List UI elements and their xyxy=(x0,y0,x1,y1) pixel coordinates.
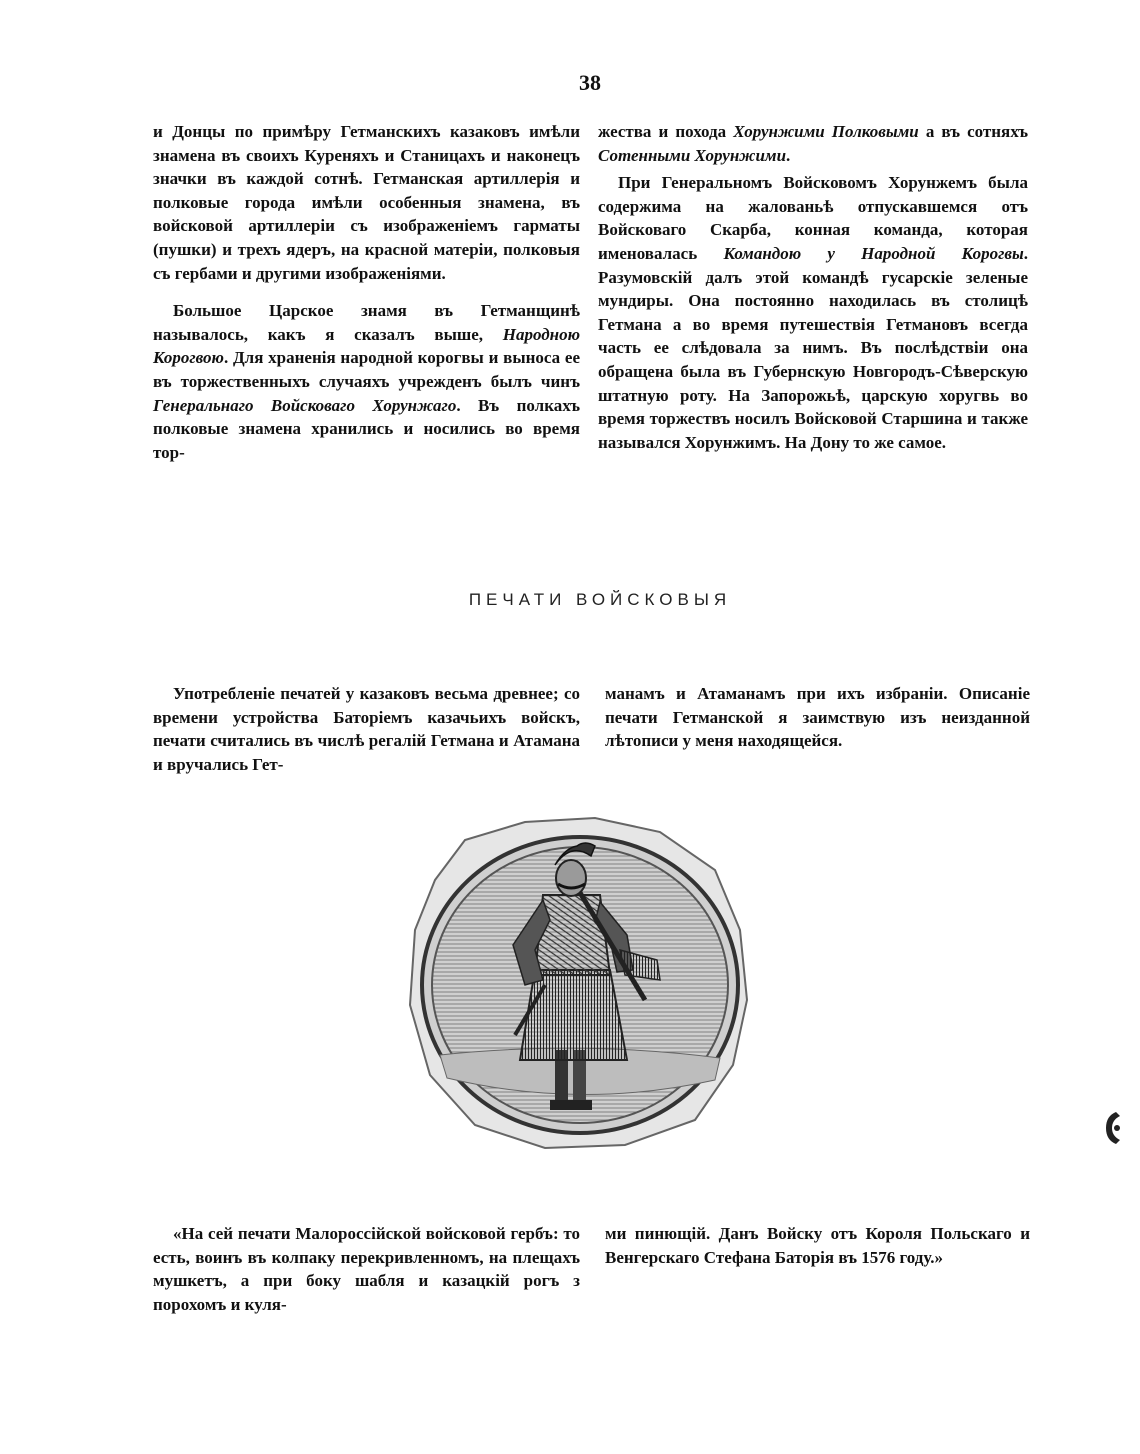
section-heading: ПЕЧАТИ ВОЙСКОВЫЯ xyxy=(468,590,732,609)
section1-left-column xyxy=(153,120,580,464)
figure-head xyxy=(556,860,586,896)
section3-left-column xyxy=(153,1222,580,1316)
section1-right-column xyxy=(598,120,1028,454)
page-number: 38 xyxy=(579,70,601,95)
paragraph-seal-quote-continued: ми пинющій. Данъ Войску отъ Короля Польскаго и Венгерскаго Стефана Баторія въ 1576 году.» xyxy=(605,1224,1030,1267)
paragraph-seals-intro: Употребленіе печатей у казаковъ весьма древнее; со времени устройства Баторіемъ казачьихъ войскъ, печати считались въ числѣ регалій Гетмана и Атамана и вручались Гет- xyxy=(153,684,580,774)
section2-left-column xyxy=(153,682,580,776)
text-run: При Генеральномъ Войсковомъ Хорунжемъ была содержима на жалованьѣ отпускавшемся отъ Войсковаго Скарба, конная команда, которая именовалась xyxy=(598,173,1028,263)
paragraph-banner-command xyxy=(598,171,1028,454)
text-run: . Въ полкахъ полковые знамена хранились и носились во время тор- xyxy=(153,395,580,462)
cossack-seal-illustration xyxy=(395,810,755,1150)
figure-boots xyxy=(550,1100,592,1110)
text-run: . xyxy=(786,145,791,165)
section3-right-column xyxy=(605,1222,1030,1269)
italic-term: Хорунжими Полковыми xyxy=(733,122,919,141)
text-run: жества и похода xyxy=(598,122,734,141)
text-run: . Для храненія народной корогвы и выноса ее въ торжественныхъ случаяхъ учрежденъ былъ чинъ xyxy=(153,348,580,391)
margin-stamp-mark xyxy=(1102,1110,1124,1146)
paragraph-tsar-banner xyxy=(153,299,580,464)
paragraph-flags-regiments: и Донцы по примѣру Гетманскихъ казаковъ имѣли знамена въ своихъ Куреняхъ и Станицахъ и наконецъ значки въ каждой сотнѣ. Гетманская артиллерія и полковые города имѣли особенныя знамена, въ войсковой артиллеріи съ изображеніемъ гарматы (пушки) и трехъ ядеръ, на красной матеріи, полковыя съ гербами и другими изображеніями. xyxy=(153,122,580,283)
text-run: Большое Царское знамя въ Гетманщинѣ называлось, какъ я сказалъ выше, xyxy=(153,301,580,344)
paragraph-continuation xyxy=(598,120,1028,167)
italic-term: Народною Корогвою xyxy=(153,324,580,368)
paragraph-seal-quote: «На сей печати Малороссійской войсковой гербъ: то есть, воинъ въ колпаку перекривленномъ, на плещахъ мушкетъ, а при боку шабля и казацкій рогъ з порохомъ и куля- xyxy=(153,1224,580,1314)
paragraph-seals-continued: манамъ и Атаманамъ при ихъ избраніи. Описаніе печати Гетманской я заимствую изъ неизданной лѣтописи у меня находящейся. xyxy=(605,684,1030,751)
italic-term: Сотенными Хорунжими xyxy=(598,145,787,165)
figure-coat-skirt xyxy=(520,970,627,1060)
text-run: . Разумовскій далъ этой командѣ гусарскіе зеленые мундиры. Она постоянно находилась въ столицѣ Гетмана а во время путешествія Гетмановъ всегда часть ее слѣдовала за нимъ. Въ послѣдствіи она обращена была въ Губернскую Новгородъ-Сѣверскую штатную роту. На Запорожьѣ, царскую хоругвь во время торжествъ носилъ Войсковой Старшина и также назывался Хорунжимъ. На Дону то же самое. xyxy=(598,243,1028,452)
italic-term: Командою у Народной Корогвы xyxy=(723,243,1024,263)
text-run: а въ сотняхъ xyxy=(918,122,1029,141)
italic-term: Генеральнаго Войсковаго Хорунжаго xyxy=(153,395,457,415)
section2-right-column xyxy=(605,682,1030,753)
